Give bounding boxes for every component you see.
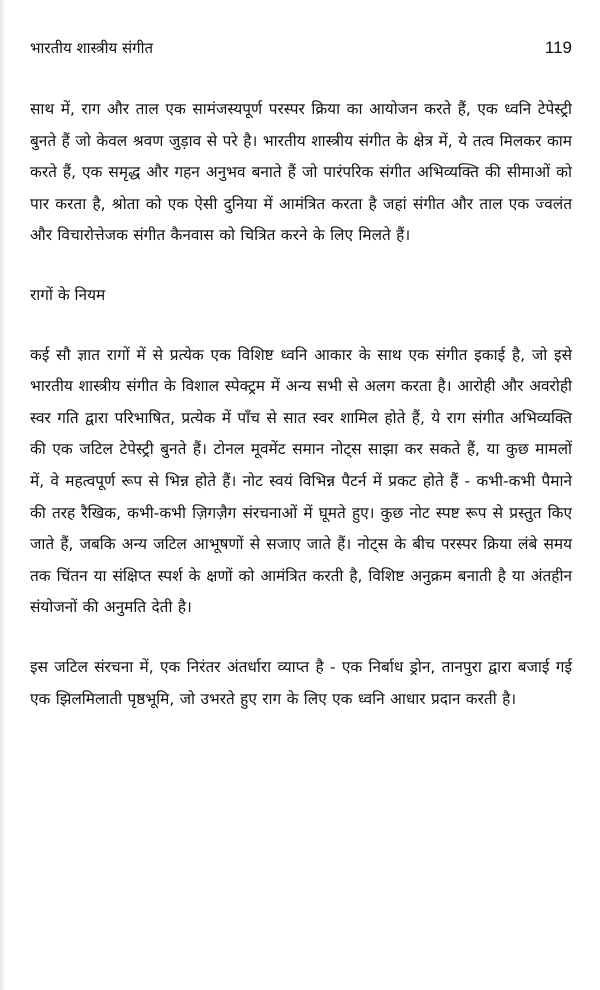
page-body (30, 94, 572, 715)
page-header (30, 36, 572, 60)
paragraph-2: कई सौ ज्ञात रागों में से प्रत्येक एक विशिष्ट ध्वनि आकार के साथ एक संगीत इकाई है, जो इसे भारतीय शास्त्रीय संगीत के विशाल स्पेक्ट्रम में अन्य सभी से अलग करता है। आरोही और अवरोही स्वर गति द्वारा परिभाषित, प्रत्येक में पाँच से सात स्वर शामिल होते हैं, ये राग संगीत अभिव्यक्ति की एक जटिल टेपेस्ट्री बुनते हैं। टोनल मूवमेंट समान नोट्स साझा कर सकते हैं, या कुछ मामलों में, वे महत्वपूर्ण रूप से भिन्न होते हैं। नोट स्वयं विभिन्न पैटर्न में प्रकट होते हैं - कभी-कभी पैमाने की तरह रैखिक, कभी-कभी ज़िगज़ैग संरचनाओं में घूमते हुए। कुछ नोट स्पष्ट रूप से प्रस्तुत किए जाते हैं, जबकि अन्य जटिल आभूषणों से सजाए जाते हैं। नोट्स के बीच परस्पर क्रिया लंबे समय तक चिंतन या संक्षिप्त स्पर्श के क्षणों को आमंत्रित करती है, विशिष्ट अनुक्रम बनाती है या अंतहीन संयोजनों की अनुमति देती है। (30, 345, 572, 617)
page-spine-shadow (0, 0, 6, 990)
running-title: भारतीय शास्त्रीय संगीत (30, 39, 154, 57)
section-heading: रागों के नियम (30, 285, 106, 304)
paragraph-spacer (30, 252, 572, 280)
paragraph-spacer (30, 624, 572, 652)
paragraph-spacer (30, 312, 572, 340)
paragraph-3: इस जटिल संरचना में, एक निरंतर अंतर्धारा व्याप्त है - एक निर्बाध ड्रोन, तानपुरा द्वारा बजाई गई एक झिलमिलाती पृष्ठभूमि, जो उभरते हुए राग के लिए एक ध्वनि आधार प्रदान करती है। (30, 657, 572, 708)
paragraph-1: साथ में, राग और ताल एक सामंजस्यपूर्ण परस्पर क्रिया का आयोजन करते हैं, एक ध्वनि टेपेस्ट्री बुनते हैं जो केवल श्रवण जुड़ाव से परे है। भारतीय शास्त्रीय संगीत के क्षेत्र में, ये तत्व मिलकर काम करते हैं, एक समृद्ध और गहन अनुभव बनाते हैं जो पारंपरिक संगीत अभिव्यक्ति की सीमाओं को पार करता है, श्रोता को एक ऐसी दुनिया में आमंत्रित करता है जहां संगीत और ताल एक ज्वलंत और विचारोत्तेजक संगीत कैनवास को चित्रित करने के लिए मिलते हैं। (30, 100, 572, 245)
page-number: 119 (544, 38, 572, 57)
